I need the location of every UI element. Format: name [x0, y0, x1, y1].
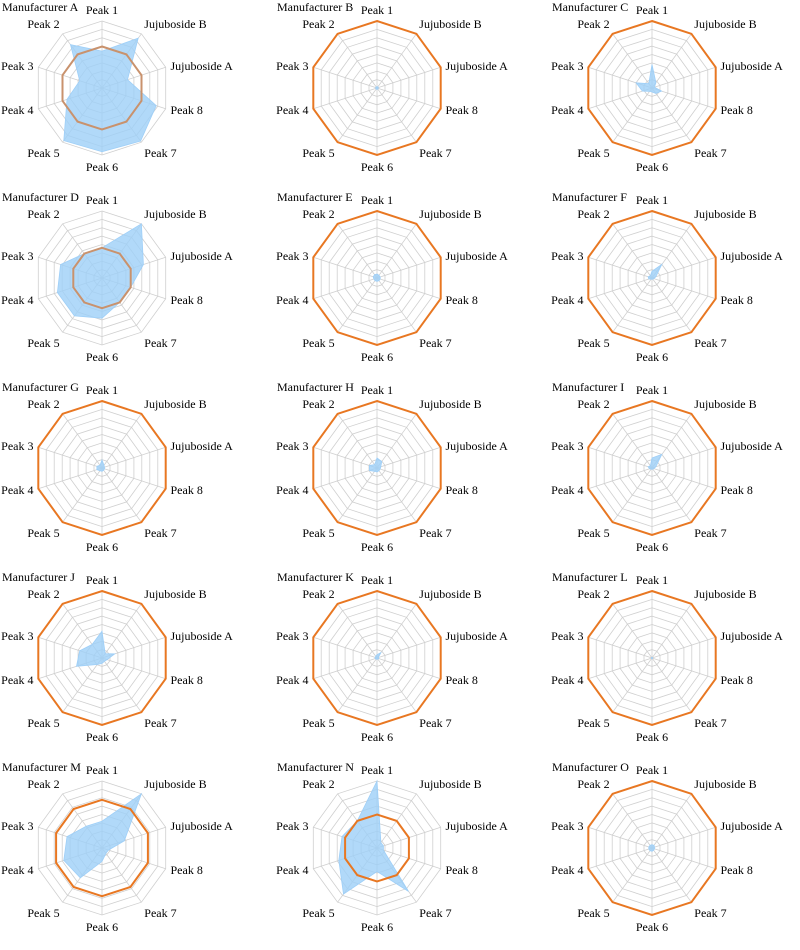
axis-label: Peak 2	[577, 16, 610, 31]
grid-spoke	[338, 658, 377, 712]
axis-label: Peak 3	[1, 438, 34, 453]
axis-label: Peak 7	[144, 716, 177, 731]
grid-spoke	[377, 604, 416, 658]
axis-label: Peak 4	[1, 293, 34, 308]
axis-label: Peak 8	[445, 103, 478, 118]
radar-panel	[275, 0, 535, 190]
axis-label: Peak 4	[1, 863, 34, 878]
axis-label: Peak 2	[27, 776, 60, 791]
series-area	[373, 274, 380, 281]
axis-label: Jujuboside A	[720, 628, 783, 643]
axis-label: Peak 6	[85, 730, 119, 744]
axis-label: Jujuboside B	[144, 206, 207, 221]
axis-label: Peak 5	[27, 146, 60, 161]
axis-label: Peak 5	[577, 146, 610, 161]
radar-plot	[0, 760, 260, 950]
radar-plot	[0, 570, 260, 760]
grid-spoke	[652, 848, 691, 902]
radar-panel	[275, 570, 535, 760]
axis-label: Peak 7	[694, 906, 727, 921]
axis-label: Peak 5	[577, 906, 610, 921]
axis-label: Jujuboside A	[445, 438, 508, 453]
radar-panel	[0, 0, 260, 190]
axis-label: Peak 1	[635, 383, 669, 397]
panel-title: Manufacturer G	[2, 380, 79, 394]
axis-label: Peak 3	[1, 818, 34, 833]
axis-label: Peak 5	[577, 526, 610, 541]
axis-label: Jujuboside A	[445, 628, 508, 643]
axis-label: Peak 3	[551, 818, 584, 833]
axis-label: Jujuboside A	[720, 58, 783, 73]
grid-spoke	[377, 224, 416, 278]
grid-spoke	[102, 468, 141, 522]
axis-label: Peak 8	[170, 293, 203, 308]
axis-label: Peak 3	[276, 58, 309, 73]
axis-label: Peak 5	[302, 336, 335, 351]
grid-spoke	[613, 658, 652, 712]
grid-spoke	[652, 604, 691, 658]
series-area	[649, 845, 655, 852]
grid-spoke	[63, 414, 102, 468]
axis-label: Peak 3	[276, 248, 309, 263]
axis-label: Peak 4	[276, 673, 309, 688]
series-area	[636, 65, 662, 94]
axis-label: Peak 6	[360, 920, 394, 934]
axis-label: Peak 8	[170, 673, 203, 688]
axis-label: Jujuboside B	[694, 16, 757, 31]
radar-plot	[275, 190, 535, 380]
axis-label: Peak 6	[360, 160, 394, 174]
axis-label: Peak 4	[551, 483, 584, 498]
axis-label: Peak 8	[445, 483, 478, 498]
grid-spoke	[613, 278, 652, 332]
axis-label: Peak 5	[577, 336, 610, 351]
axis-label: Peak 2	[577, 586, 610, 601]
radar-plot	[550, 760, 800, 950]
series-area	[651, 657, 652, 658]
grid-spoke	[377, 414, 416, 468]
axis-label: Jujuboside A	[720, 438, 783, 453]
axis-label: Peak 4	[1, 103, 34, 118]
axis-label: Peak 2	[577, 396, 610, 411]
grid-spoke	[338, 604, 377, 658]
grid-spoke	[613, 34, 652, 88]
grid-spoke	[613, 794, 652, 848]
axis-label: Peak 3	[551, 438, 584, 453]
axis-label: Peak 6	[635, 730, 669, 744]
axis-label: Peak 5	[302, 146, 335, 161]
grid-spoke	[652, 658, 691, 712]
axis-label: Jujuboside A	[720, 248, 783, 263]
panel-title: Manufacturer B	[277, 0, 354, 14]
axis-label: Peak 1	[635, 193, 669, 207]
axis-label: Peak 2	[27, 396, 60, 411]
grid-spoke	[377, 88, 416, 142]
grid-spoke	[377, 468, 416, 522]
radar-plot	[275, 570, 535, 760]
panel-title: Manufacturer D	[2, 190, 79, 204]
axis-label: Jujuboside A	[445, 248, 508, 263]
grid-spoke	[377, 278, 416, 332]
axis-label: Peak 6	[635, 160, 669, 174]
axis-label: Peak 4	[276, 293, 309, 308]
axis-label: Peak 8	[170, 483, 203, 498]
grid-spoke	[338, 34, 377, 88]
axis-label: Peak 7	[144, 146, 177, 161]
series-area	[97, 460, 105, 471]
grid-spoke	[102, 604, 141, 658]
radar-plot	[550, 570, 800, 760]
axis-label: Peak 5	[302, 716, 335, 731]
axis-label: Peak 7	[419, 336, 452, 351]
radar-plot	[275, 0, 535, 190]
panel-title: Manufacturer J	[2, 570, 75, 584]
axis-label: Peak 1	[635, 573, 669, 587]
axis-label: Peak 6	[635, 920, 669, 934]
axis-label: Peak 1	[360, 573, 394, 587]
axis-label: Jujuboside B	[419, 396, 482, 411]
axis-label: Peak 7	[144, 526, 177, 541]
axis-label: Peak 1	[635, 3, 669, 17]
axis-label: Peak 1	[360, 193, 394, 207]
axis-label: Peak 3	[551, 628, 584, 643]
axis-label: Peak 4	[551, 673, 584, 688]
panel-title: Manufacturer I	[552, 380, 625, 394]
axis-label: Jujuboside B	[694, 586, 757, 601]
axis-label: Peak 1	[635, 763, 669, 777]
axis-label: Peak 7	[694, 716, 727, 731]
axis-label: Peak 8	[720, 103, 753, 118]
axis-label: Peak 1	[85, 193, 119, 207]
panel-title: Manufacturer C	[552, 0, 629, 14]
series-area	[375, 653, 381, 660]
axis-label: Peak 5	[302, 526, 335, 541]
axis-label: Peak 2	[302, 16, 335, 31]
radar-panel	[0, 760, 260, 950]
series-area	[376, 87, 379, 90]
axis-label: Jujuboside A	[170, 628, 233, 643]
axis-label: Peak 5	[302, 906, 335, 921]
axis-label: Peak 8	[720, 483, 753, 498]
axis-label: Peak 3	[1, 248, 34, 263]
axis-label: Peak 2	[302, 586, 335, 601]
axis-label: Peak 6	[360, 350, 394, 364]
axis-label: Peak 7	[419, 716, 452, 731]
axis-label: Peak 7	[144, 906, 177, 921]
axis-label: Peak 4	[1, 673, 34, 688]
axis-label: Jujuboside A	[170, 58, 233, 73]
radar-plot	[0, 190, 260, 380]
radar-panel	[550, 380, 800, 570]
axis-label: Peak 1	[360, 3, 394, 17]
radar-plot	[550, 0, 800, 190]
axis-label: Jujuboside B	[419, 586, 482, 601]
axis-label: Peak 2	[577, 206, 610, 221]
axis-label: Jujuboside B	[144, 396, 207, 411]
axis-label: Peak 1	[85, 3, 119, 17]
axis-label: Jujuboside A	[170, 818, 233, 833]
grid-spoke	[63, 468, 102, 522]
axis-label: Peak 7	[419, 906, 452, 921]
grid-spoke	[338, 88, 377, 142]
radar-plot	[275, 760, 535, 950]
axis-label: Peak 4	[551, 863, 584, 878]
axis-label: Jujuboside B	[419, 206, 482, 221]
axis-label: Peak 2	[27, 206, 60, 221]
axis-label: Jujuboside A	[445, 818, 508, 833]
radar-panel	[275, 190, 535, 380]
axis-label: Peak 6	[85, 160, 119, 174]
axis-label: Jujuboside B	[144, 586, 207, 601]
axis-label: Peak 7	[419, 146, 452, 161]
grid-spoke	[613, 604, 652, 658]
radar-panel	[550, 0, 800, 190]
axis-label: Peak 5	[27, 716, 60, 731]
panel-title: Manufacturer L	[552, 570, 628, 584]
axis-label: Jujuboside A	[445, 58, 508, 73]
axis-label: Peak 7	[694, 526, 727, 541]
axis-label: Peak 4	[1, 483, 34, 498]
axis-label: Peak 4	[551, 103, 584, 118]
axis-label: Jujuboside B	[419, 16, 482, 31]
axis-label: Peak 4	[276, 863, 309, 878]
axis-label: Peak 3	[551, 58, 584, 73]
axis-label: Peak 1	[360, 383, 394, 397]
axis-label: Peak 5	[577, 716, 610, 731]
axis-label: Peak 2	[302, 206, 335, 221]
radar-plot	[0, 0, 260, 190]
axis-label: Jujuboside A	[170, 438, 233, 453]
radar-plot	[275, 380, 535, 570]
grid-spoke	[652, 468, 691, 522]
grid-spoke	[613, 414, 652, 468]
panel-title: Manufacturer H	[277, 380, 354, 394]
axis-label: Peak 2	[27, 586, 60, 601]
series-area	[339, 781, 409, 894]
grid-spoke	[338, 414, 377, 468]
axis-label: Peak 7	[694, 336, 727, 351]
axis-label: Peak 7	[144, 336, 177, 351]
radar-panel	[550, 760, 800, 950]
axis-label: Peak 1	[85, 383, 119, 397]
radar-panel	[0, 570, 260, 760]
axis-label: Peak 7	[694, 146, 727, 161]
axis-label: Peak 5	[27, 526, 60, 541]
grid-spoke	[102, 414, 141, 468]
grid-spoke	[338, 224, 377, 278]
radar-panel	[275, 760, 535, 950]
axis-label: Peak 4	[551, 293, 584, 308]
axis-label: Peak 4	[276, 483, 309, 498]
axis-label: Peak 8	[170, 103, 203, 118]
radar-plot	[0, 380, 260, 570]
axis-label: Jujuboside B	[694, 396, 757, 411]
axis-label: Peak 1	[85, 763, 119, 777]
axis-label: Peak 2	[302, 396, 335, 411]
axis-label: Jujuboside B	[144, 16, 207, 31]
axis-label: Peak 1	[85, 573, 119, 587]
axis-label: Peak 6	[635, 350, 669, 364]
axis-label: Peak 3	[1, 628, 34, 643]
axis-label: Peak 6	[635, 540, 669, 554]
axis-label: Peak 8	[720, 863, 753, 878]
grid-spoke	[652, 34, 691, 88]
radar-panel	[550, 190, 800, 380]
axis-label: Jujuboside B	[694, 206, 757, 221]
radar-panel	[550, 570, 800, 760]
axis-label: Jujuboside B	[144, 776, 207, 791]
grid-spoke	[102, 658, 141, 712]
axis-label: Peak 2	[577, 776, 610, 791]
axis-label: Peak 8	[720, 293, 753, 308]
panel-title: Manufacturer M	[2, 760, 81, 774]
axis-label: Peak 4	[276, 103, 309, 118]
axis-label: Peak 8	[170, 863, 203, 878]
grid-spoke	[613, 224, 652, 278]
grid-spoke	[652, 88, 691, 142]
axis-label: Peak 5	[27, 906, 60, 921]
panel-title: Manufacturer A	[2, 0, 79, 14]
panel-title: Manufacturer N	[277, 760, 354, 774]
axis-label: Jujuboside A	[170, 248, 233, 263]
grid-spoke	[377, 34, 416, 88]
grid-spoke	[338, 278, 377, 332]
panel-title: Manufacturer K	[277, 570, 354, 584]
grid-spoke	[338, 468, 377, 522]
grid-spoke	[652, 794, 691, 848]
grid-spoke	[613, 468, 652, 522]
axis-label: Peak 8	[445, 863, 478, 878]
grid-spoke	[613, 88, 652, 142]
panel-title: Manufacturer O	[552, 760, 629, 774]
axis-label: Peak 3	[551, 248, 584, 263]
axis-label: Peak 8	[720, 673, 753, 688]
axis-label: Peak 3	[1, 58, 34, 73]
axis-label: Peak 6	[85, 540, 119, 554]
radar-panel	[0, 190, 260, 380]
axis-label: Peak 7	[419, 526, 452, 541]
grid-spoke	[613, 848, 652, 902]
axis-label: Peak 3	[276, 438, 309, 453]
axis-label: Peak 8	[445, 673, 478, 688]
grid-spoke	[652, 278, 691, 332]
axis-label: Peak 1	[360, 763, 394, 777]
axis-label: Jujuboside B	[694, 776, 757, 791]
axis-label: Peak 8	[445, 293, 478, 308]
grid-spoke	[377, 658, 416, 712]
axis-label: Jujuboside A	[720, 818, 783, 833]
axis-label: Peak 6	[360, 540, 394, 554]
axis-label: Peak 6	[85, 920, 119, 934]
radar-panel	[0, 380, 260, 570]
radar-panel	[275, 380, 535, 570]
panel-title: Manufacturer E	[277, 190, 353, 204]
axis-label: Peak 2	[302, 776, 335, 791]
axis-label: Peak 6	[360, 730, 394, 744]
radar-plot	[550, 190, 800, 380]
axis-label: Peak 6	[85, 350, 119, 364]
axis-label: Peak 5	[27, 336, 60, 351]
axis-label: Peak 3	[276, 628, 309, 643]
axis-label: Peak 2	[27, 16, 60, 31]
axis-label: Jujuboside B	[419, 776, 482, 791]
axis-label: Peak 3	[276, 818, 309, 833]
panel-title: Manufacturer F	[552, 190, 627, 204]
radar-plot	[550, 380, 800, 570]
